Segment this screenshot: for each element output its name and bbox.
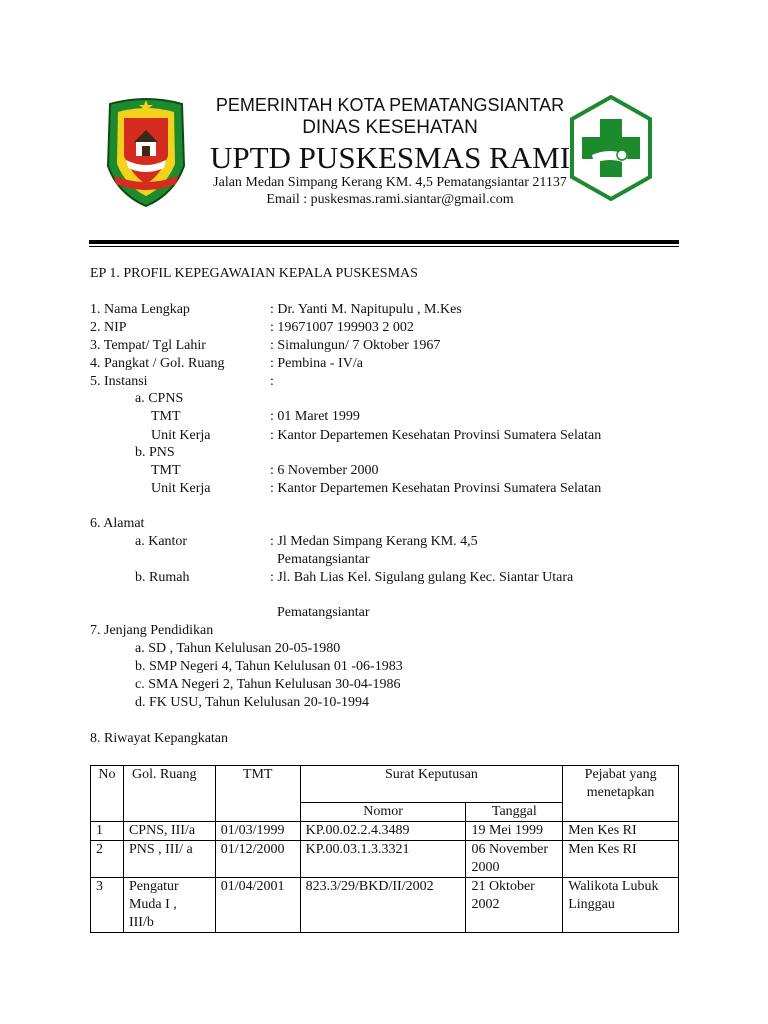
cell-pejabat-line2: Linggau — [568, 897, 615, 912]
table-header-row — [91, 766, 679, 803]
cell-tanggal-line2: 2002 — [471, 897, 500, 912]
profile-value: : Dr. Yanti M. Napitupulu , M.Kes — [270, 302, 462, 317]
instansi-pns-tmt-label: TMT — [151, 463, 181, 478]
alamat-kantor-line2: Pematangsiantar — [277, 552, 370, 567]
alamat-kantor-label: a. Kantor — [135, 534, 188, 549]
header-tmt: TMT — [215, 766, 300, 822]
instansi-cpns-tmt-label: TMT — [151, 409, 181, 424]
header-tanggal: Tanggal — [466, 803, 563, 822]
header-pejabat — [563, 766, 679, 822]
cell-tanggal — [466, 878, 563, 933]
cell-nomor: 823.3/29/BKD/II/2002 — [300, 878, 466, 933]
header-government-line: PEMERINTAH KOTA PEMATANGSIANTAR — [215, 95, 565, 115]
header-rule-thick — [89, 240, 679, 244]
cell-tmt: 01/03/1999 — [215, 822, 300, 841]
cell-nomor: KP.00.02.2.4.3489 — [300, 822, 466, 841]
profile-value: : 19671007 199903 2 002 — [270, 320, 414, 335]
cell-gol: PNS , III/ a — [123, 841, 215, 878]
instansi-cpns-tmt-value: : 01 Maret 1999 — [270, 409, 360, 424]
alamat-kantor-line1: : Jl Medan Simpang Kerang KM. 4,5 — [270, 534, 478, 549]
kepangkatan-heading: 8. Riwayat Kepangkatan — [90, 731, 229, 746]
city-emblem-logo — [104, 96, 188, 208]
cell-tmt: 01/12/2000 — [215, 841, 300, 878]
header-surat-keputusan: Surat Keputusan — [300, 766, 563, 803]
pendidikan-item: b. SMP Negeri 4, Tahun Kelulusan 01 -06-1983 — [135, 659, 403, 674]
cell-tanggal-line1: 06 November — [471, 842, 549, 857]
instansi-pns-tmt-value: : 6 November 2000 — [270, 463, 379, 478]
cell-pejabat: Men Kes RI — [563, 822, 679, 841]
pendidikan-item: a. SD , Tahun Kelulusan 20-05-1980 — [135, 641, 341, 656]
cell-tanggal: 19 Mei 1999 — [466, 822, 563, 841]
header-address: Jalan Medan Simpang Kerang KM. 4,5 Pematangsiantar 21137 — [213, 175, 567, 190]
header-rule-thin — [89, 246, 679, 247]
header-gol-ruang: Gol. Ruang — [123, 766, 215, 822]
document-title: EP 1. PROFIL KEPEGAWAIAN KEPALA PUSKESMAS — [90, 266, 418, 281]
instansi-pns-label: b. PNS — [135, 445, 175, 460]
profile-value: : Simalungun/ 7 Oktober 1967 — [270, 338, 441, 353]
table-row — [91, 822, 679, 841]
profile-label: 4. Pangkat / Gol. Ruang — [90, 356, 225, 371]
pendidikan-item: d. FK USU, Tahun Kelulusan 20-10-1994 — [135, 695, 370, 710]
pendidikan-heading: 7. Jenjang Pendidikan — [90, 623, 214, 638]
header-title: UPTD PUSKESMAS RAMI — [209, 140, 571, 175]
cell-gol-line3: III/b — [128, 915, 154, 930]
profile-label: 1. Nama Lengkap — [90, 302, 190, 317]
profile-value: : — [270, 374, 274, 389]
alamat-rumah-label: b. Rumah — [135, 570, 190, 585]
instansi-cpns-unit-label: Unit Kerja — [151, 428, 211, 443]
cell-pejabat-line1: Walikota Lubuk — [568, 879, 659, 894]
cell-gol-line2: Muda I , — [128, 897, 177, 912]
cell-tmt: 01/04/2001 — [215, 878, 300, 933]
instansi-pns-unit-label: Unit Kerja — [151, 481, 211, 496]
pendidikan-item: c. SMA Negeri 2, Tahun Kelulusan 30-04-1986 — [135, 677, 401, 692]
profile-label: 3. Tempat/ Tgl Lahir — [90, 338, 206, 353]
cell-no: 1 — [91, 822, 124, 841]
alamat-rumah-line1: : Jl. Bah Lias Kel. Sigulang gulang Kec. Siantar Utara — [270, 570, 574, 585]
cell-gol: CPNS, III/a — [123, 822, 215, 841]
cell-nomor: KP.00.03.1.3.3321 — [300, 841, 466, 878]
kepangkatan-table — [90, 765, 679, 933]
header-email: Email : puskesmas.rami.siantar@gmail.com — [266, 192, 514, 207]
header-nomor: Nomor — [300, 803, 466, 822]
puskesmas-logo — [570, 95, 652, 201]
table-row — [91, 878, 679, 933]
instansi-cpns-unit-value: : Kantor Departemen Kesehatan Provinsi Sumatera Selatan — [270, 428, 602, 443]
cell-gol-line1: Pengatur — [128, 879, 179, 894]
cell-tanggal-line1: 21 Oktober — [471, 879, 535, 894]
cell-pejabat: Men Kes RI — [563, 841, 679, 878]
profile-label: 5. Instansi — [90, 374, 148, 389]
table-row — [91, 841, 679, 878]
cell-tanggal — [466, 841, 563, 878]
alamat-rumah-line2: Pematangsiantar — [277, 605, 370, 620]
header-pejabat-line1: Pejabat yang — [584, 767, 657, 782]
header-department-line: DINAS KESEHATAN — [302, 117, 478, 138]
alamat-heading: 6. Alamat — [90, 516, 145, 531]
cell-gol — [123, 878, 215, 933]
instansi-cpns-label: a. CPNS — [135, 391, 184, 406]
cell-no: 2 — [91, 841, 124, 878]
header-no: No — [91, 766, 124, 822]
cell-pejabat — [563, 878, 679, 933]
cell-no: 3 — [91, 878, 124, 933]
profile-label: 2. NIP — [90, 320, 127, 335]
header-pejabat-line2: menetapkan — [586, 785, 655, 800]
cell-tanggal-line2: 2000 — [471, 860, 500, 875]
instansi-pns-unit-value: : Kantor Departemen Kesehatan Provinsi Sumatera Selatan — [270, 481, 602, 496]
profile-value: : Pembina - IV/a — [270, 356, 363, 371]
